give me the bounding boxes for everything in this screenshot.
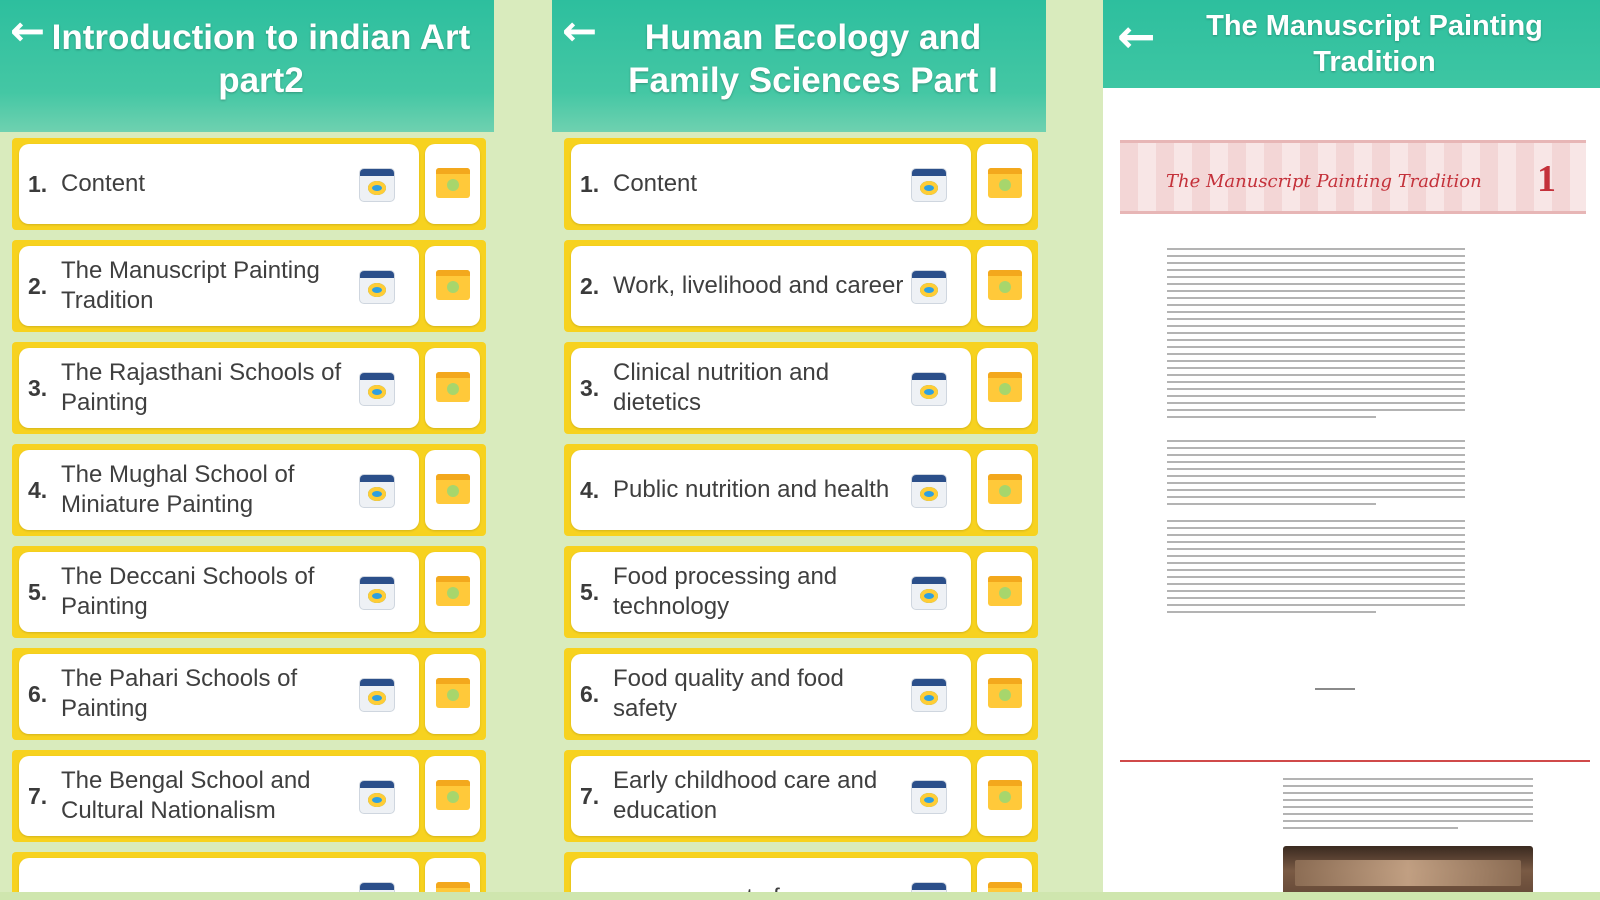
bottom-strip — [0, 892, 1600, 900]
chapter-card[interactable] — [571, 246, 971, 326]
chapter-number: 4. — [580, 477, 600, 503]
download-folder-icon — [436, 678, 470, 708]
body-text — [1167, 520, 1465, 618]
chapter-label: Early childhood care and education — [613, 767, 878, 824]
chapter-number: 5. — [28, 579, 48, 605]
chapter-row[interactable] — [12, 750, 486, 842]
screen-indian-art — [0, 0, 494, 900]
download-button[interactable] — [425, 450, 480, 530]
chapter-label: Content — [613, 170, 698, 197]
page-title: The Manuscript Painting Tradition — [1206, 10, 1543, 78]
view-eye-icon[interactable] — [359, 372, 395, 406]
chapter-label: The Manuscript Painting Tradition — [61, 257, 320, 314]
chapter-card[interactable] — [571, 756, 971, 836]
chapter-row[interactable] — [564, 444, 1038, 536]
chapter-number: 2. — [580, 273, 600, 299]
download-folder-icon — [988, 270, 1022, 300]
view-eye-icon[interactable] — [359, 780, 395, 814]
chapter-row[interactable] — [564, 342, 1038, 434]
chapter-card[interactable] — [19, 450, 419, 530]
chapter-card[interactable] — [19, 246, 419, 326]
chapter-card[interactable] — [19, 144, 419, 224]
back-arrow-icon[interactable]: ← — [1117, 9, 1156, 63]
body-text — [1167, 248, 1465, 423]
download-button[interactable] — [425, 144, 480, 224]
chapter-number: 6. — [28, 681, 48, 707]
chapter-row[interactable] — [564, 750, 1038, 842]
chapter-number: 4. — [28, 477, 48, 503]
pdf-page[interactable] — [1103, 88, 1600, 900]
view-eye-icon[interactable] — [359, 270, 395, 304]
view-eye-icon[interactable] — [911, 576, 947, 610]
chapter-row[interactable] — [564, 138, 1038, 230]
chapter-number: 3. — [28, 375, 48, 401]
chapter-list — [564, 138, 1038, 900]
download-button[interactable] — [977, 246, 1032, 326]
download-folder-icon — [988, 780, 1022, 810]
chapter-card[interactable] — [571, 144, 971, 224]
chapter-label: The Deccani Schools of Painting — [61, 563, 315, 620]
chapter-card[interactable] — [571, 348, 971, 428]
page-title: Human Ecology and Family Sciences Part I — [628, 18, 998, 100]
download-folder-icon — [436, 372, 470, 402]
download-button[interactable] — [977, 450, 1032, 530]
chapter-title: The Manuscript Painting Tradition — [1166, 171, 1482, 192]
chapter-label: Content — [61, 170, 146, 197]
download-folder-icon — [988, 372, 1022, 402]
body-text — [1167, 440, 1465, 510]
app-header — [552, 0, 1046, 132]
view-eye-icon[interactable] — [911, 474, 947, 508]
chapter-card[interactable] — [571, 450, 971, 530]
chapter-label: Work, livelihood and career — [613, 272, 904, 299]
download-button[interactable] — [425, 552, 480, 632]
chapter-row[interactable] — [564, 240, 1038, 332]
chapter-card[interactable] — [19, 654, 419, 734]
page-divider — [1120, 760, 1590, 762]
download-folder-icon — [988, 678, 1022, 708]
screen-human-ecology — [552, 0, 1046, 900]
chapter-number: 3. — [580, 375, 600, 401]
chapter-row[interactable] — [12, 444, 486, 536]
chapter-label: The Bengal School and Cultural Nationalism — [61, 767, 311, 824]
download-folder-icon — [436, 270, 470, 300]
chapter-number: 7. — [580, 783, 600, 809]
chapter-label: Public nutrition and health — [613, 476, 890, 503]
app-header — [0, 0, 494, 132]
download-button[interactable] — [977, 348, 1032, 428]
chapter-card[interactable] — [19, 756, 419, 836]
download-button[interactable] — [425, 246, 480, 326]
download-button[interactable] — [977, 756, 1032, 836]
download-button[interactable] — [977, 552, 1032, 632]
back-arrow-icon[interactable]: ← — [562, 6, 598, 55]
download-button[interactable] — [425, 654, 480, 734]
download-folder-icon — [436, 168, 470, 198]
chapter-label: The Rajasthani Schools of Painting — [61, 359, 342, 416]
chapter-card[interactable] — [571, 654, 971, 734]
view-eye-icon[interactable] — [911, 780, 947, 814]
chapter-label: Food processing and technology — [613, 563, 838, 620]
chapter-number: 5. — [580, 579, 600, 605]
download-button[interactable] — [425, 756, 480, 836]
chapter-number: 1. — [28, 171, 48, 197]
chapter-card[interactable] — [571, 552, 971, 632]
chapter-number: 1. — [580, 171, 600, 197]
view-eye-icon[interactable] — [911, 270, 947, 304]
page-title: Introduction to indian Art part2 — [51, 18, 471, 100]
chapter-label: The Mughal School of Miniature Painting — [61, 461, 295, 518]
download-folder-icon — [988, 576, 1022, 606]
chapter-row[interactable] — [564, 546, 1038, 638]
chapter-label: Food quality and food safety — [613, 665, 844, 722]
download-folder-icon — [436, 474, 470, 504]
chapter-row[interactable] — [12, 648, 486, 740]
download-button[interactable] — [977, 144, 1032, 224]
view-eye-icon[interactable] — [359, 678, 395, 712]
chapter-card[interactable] — [19, 552, 419, 632]
chapter-row[interactable] — [12, 546, 486, 638]
chapter-banner — [1120, 140, 1586, 214]
chapter-row[interactable] — [12, 342, 486, 434]
chapter-number: 2. — [28, 273, 48, 299]
chapter-row[interactable] — [12, 240, 486, 332]
view-eye-icon[interactable] — [359, 168, 395, 202]
screen-pdf-reader — [1103, 0, 1600, 900]
chapter-row[interactable] — [564, 648, 1038, 740]
chapter-number: 1 — [1537, 158, 1556, 200]
download-button[interactable] — [977, 654, 1032, 734]
view-eye-icon[interactable] — [911, 168, 947, 202]
app-header — [1103, 0, 1600, 88]
back-arrow-icon[interactable]: ← — [10, 6, 46, 55]
body-text — [1283, 778, 1533, 834]
download-folder-icon — [436, 576, 470, 606]
download-folder-icon — [436, 780, 470, 810]
chapter-number: 7. — [28, 783, 48, 809]
chapter-number: 6. — [580, 681, 600, 707]
chapter-card[interactable] — [19, 348, 419, 428]
chapter-label: The Pahari Schools of Painting — [61, 665, 298, 722]
download-folder-icon — [988, 168, 1022, 198]
chapter-list — [12, 138, 486, 900]
view-eye-icon[interactable] — [359, 474, 395, 508]
chapter-row[interactable] — [12, 138, 486, 230]
download-folder-icon — [988, 474, 1022, 504]
view-eye-icon[interactable] — [359, 576, 395, 610]
view-eye-icon[interactable] — [911, 372, 947, 406]
download-button[interactable] — [425, 348, 480, 428]
chapter-label: Clinical nutrition and dietetics — [613, 359, 830, 416]
page-footer — [1315, 688, 1355, 690]
view-eye-icon[interactable] — [911, 678, 947, 712]
